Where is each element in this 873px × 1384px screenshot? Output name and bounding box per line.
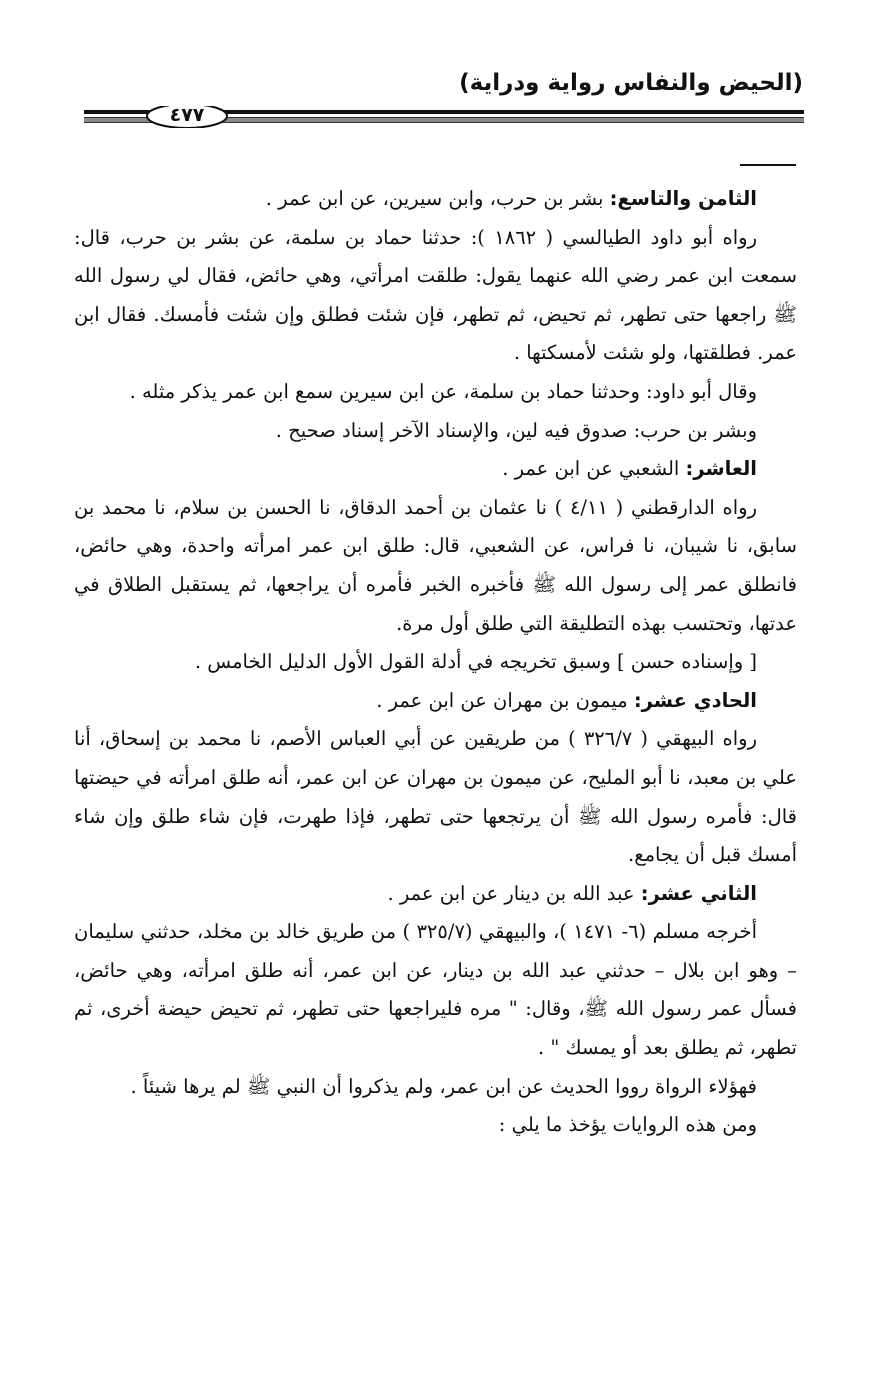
separator-rule	[740, 164, 796, 166]
paragraph-text: وقال أبو داود: وحدثنا حماد بن سلمة، عن ابن سيرين سمع ابن عمر يذكر مثله .	[129, 379, 757, 403]
paragraph-text: رواه الدارقطني ( ٤/١١ ) نا عثمان بن أحمد الدقاق، نا الحسن بن سلام، نا محمد بن سابق، نا شيبان، نا فراس، عن الشعبي، قال: طلق ابن عمر امرأته واحدة، وهي حائض، فانطلق عمر إلى رسول الله ﷺ فأخبره الخبر فأمره أن يراجعها، ثم يستقبل الطلاق في عدتها، وتحتسب بهذه التطليقة التي طلق أول مرة.	[74, 495, 797, 635]
paragraph-text: أخرجه مسلم (٦- ١٤٧١ )، والبيهقي (٣٢٥/٧ ) من طريق خالد بن مخلد، حدثني سليمان – وهو ابن بلال – حدثني عبد الله بن دينار، عن ابن عمر، أنه طلق امرأته، وهي حائض، فسأل عمر رسول الله ﷺ، وقال: " مره فليراجعها حتى تطهر، ثم تحيض حيضة أخرى، ثم تطهر، ثم يطلق بعد أو يمسك " .	[74, 920, 797, 1060]
section-heading: الثاني عشر:	[640, 881, 757, 905]
paragraph	[74, 913, 797, 1067]
paragraph-text: بشر بن حرب، وابن سيرين، عن ابن عمر .	[265, 187, 610, 210]
paragraph	[74, 1106, 797, 1145]
paragraph	[74, 412, 797, 451]
page-number: ٤٧٧	[169, 104, 205, 126]
paragraph	[74, 450, 797, 489]
paragraph	[74, 643, 797, 682]
paragraph	[74, 682, 797, 721]
paragraph	[74, 875, 797, 914]
paragraph	[74, 1068, 797, 1107]
paragraph	[74, 489, 797, 643]
paragraph-text: ومن هذه الروايات يؤخذ ما يلي :	[498, 1113, 757, 1137]
section-heading: العاشر:	[685, 457, 757, 481]
paragraph-text: عبد الله بن دينار عن ابن عمر .	[387, 881, 641, 905]
paragraph-text: [ وإسناده حسن ] وسبق تخريجه في أدلة القول الأول الدليل الخامس .	[194, 650, 757, 674]
paragraph-text: وبشر بن حرب: صدوق فيه لين، والإسناد الآخر إسناد صحيح .	[275, 418, 757, 442]
paragraph-text: الشعبي عن ابن عمر .	[502, 457, 686, 481]
paragraph-text: رواه البيهقي ( ٣٢٦/٧ ) من طريقين عن أبي العباس الأصم، نا محمد بن إسحاق، أنا علي بن معبد، نا أبو المليح، عن ميمون بن مهران عن ابن عمر، أنه طلق امرأته في حيضتها قال: فأمره رسول الله ﷺ أن يرتجعها حتى تطهر، فإذا طهرت، فإن شاء طلق وإن شاء أمسك قبل أن يجامع.	[74, 727, 797, 867]
paragraph	[74, 180, 797, 219]
running-title: (الحيض والنفاس رواية ودراية)	[459, 70, 803, 96]
paragraph-text: فهؤلاء الرواة رووا الحديث عن ابن عمر، ولم يذكروا أن النبي ﷺ لم يرها شيئاً .	[130, 1074, 757, 1098]
paragraph	[74, 720, 797, 874]
main-text	[74, 180, 797, 1145]
section-heading: الثامن والتاسع:	[609, 187, 757, 210]
paragraph	[74, 373, 797, 412]
paragraph	[74, 219, 797, 373]
paragraph-text: ميمون بن مهران عن ابن عمر .	[376, 688, 634, 712]
section-heading: الحادي عشر:	[633, 688, 757, 712]
paragraph-text: رواه أبو داود الطيالسي ( ١٨٦٢ ): حدثنا حماد بن سلمة، عن بشر بن حرب، قال: سمعت ابن عمر رضي الله عنهما يقول: طلقت امرأتي، وهي حائض، فقال لي رسول الله ﷺ راجعها حتى تطهر، ثم تحيض، ثم تطهر، فإن شئت فطلق وإن شئت فأمسك. فقال ابن عمر. فطلقتها، ولو شئت لأمسكتها .	[74, 225, 797, 365]
